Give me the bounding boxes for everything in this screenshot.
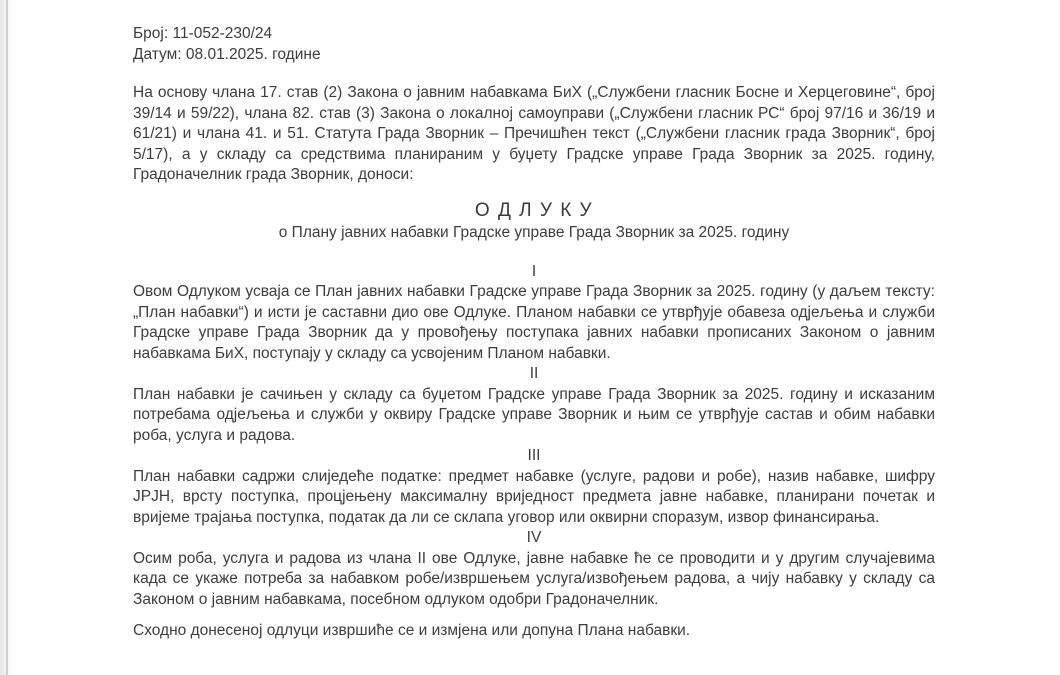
document-date-line: Датум: 08.01.2025. године xyxy=(133,45,321,63)
section-numeral-2: II xyxy=(529,365,539,382)
document-subtitle: о Плану јавних набавки Градске управе Града Зворник за 2025. годину xyxy=(278,223,790,241)
section-paragraph-3: План набавки садржи слиједеће податке: предмет набавке (услуге, радови и робе), назив набавке, шифру ЈРЈН, врсту поступка, процјењену максималну вриједност предмета јавне набавке, планирани почетак и вријеме трајања поступка, податак да ли се склапа уговор или оквирни споразум, извор финансирања. xyxy=(133,467,935,526)
section-paragraph-2: План набавки је сачињен у складу са буџетом Градске управе Града Зворник за 2025. годину и исказаним потребама одјељења и служби у оквиру Градске управе Зворник и њим се утврђује састав и обим набавки роба, услуга и радова. xyxy=(133,385,935,444)
section-paragraph-1: Овом Одлуком усваја се План јавних набавки Градске управе Града Зворник за 2025. годину (у даљем тексту: „План набавки“) и исти је саставни дио ове Одлуке. Планом набавки се утврђује обавеза одјељења и служби Градске управе Града Зворник да у провођењу поступака јавних набавки прописаних Законом о јавним набавкама БиХ, поступају у складу са усвојеним Планом набавки. xyxy=(133,283,935,362)
document-number-line: Број: 11-052-230/24 xyxy=(133,25,273,42)
page-scan-edge-line xyxy=(6,0,8,675)
section-paragraph-4: Осим роба, услуга и радова из члана II ове Одлуке, јавне набавке ће се проводити и у другим случајевима када се укаже потреба за набавком робе/извршењем услуга/извођењем радова, а чију набавку у складу са Законом о јавним набавкама, посебном одлуком одобри Градоначелник. xyxy=(133,549,935,608)
document-content xyxy=(133,24,935,642)
preamble-paragraph: На основу члана 17. став (2) Закона о јавним набавкама БиХ („Службени гласник Босне и Херцеговине“, број 39/14 и 59/22), члана 82. став (3) Закона о локалној самоуправи („Службени гласник РС“ број 97/16 и 36/19 и 61/21) и члана 41. и 51. Статута Града Зворник – Пречишћен текст („Службени гласник града Зворник“, број 5/17), а у складу са средствима планираним у буџету Градске управе Града Зворник за 2025. годину, Градоначелник града Зворник, доноси: xyxy=(133,84,935,183)
section-numeral-1: I xyxy=(531,262,537,280)
document-title: О Д Л У К У xyxy=(474,199,594,221)
trailing-cutoff-line: Сходно донесеној одлуци извршиће се и измјена или допуна Плана набавки. xyxy=(133,622,691,639)
section-numeral-4: IV xyxy=(526,529,542,546)
section-numeral-3: III xyxy=(527,447,541,464)
